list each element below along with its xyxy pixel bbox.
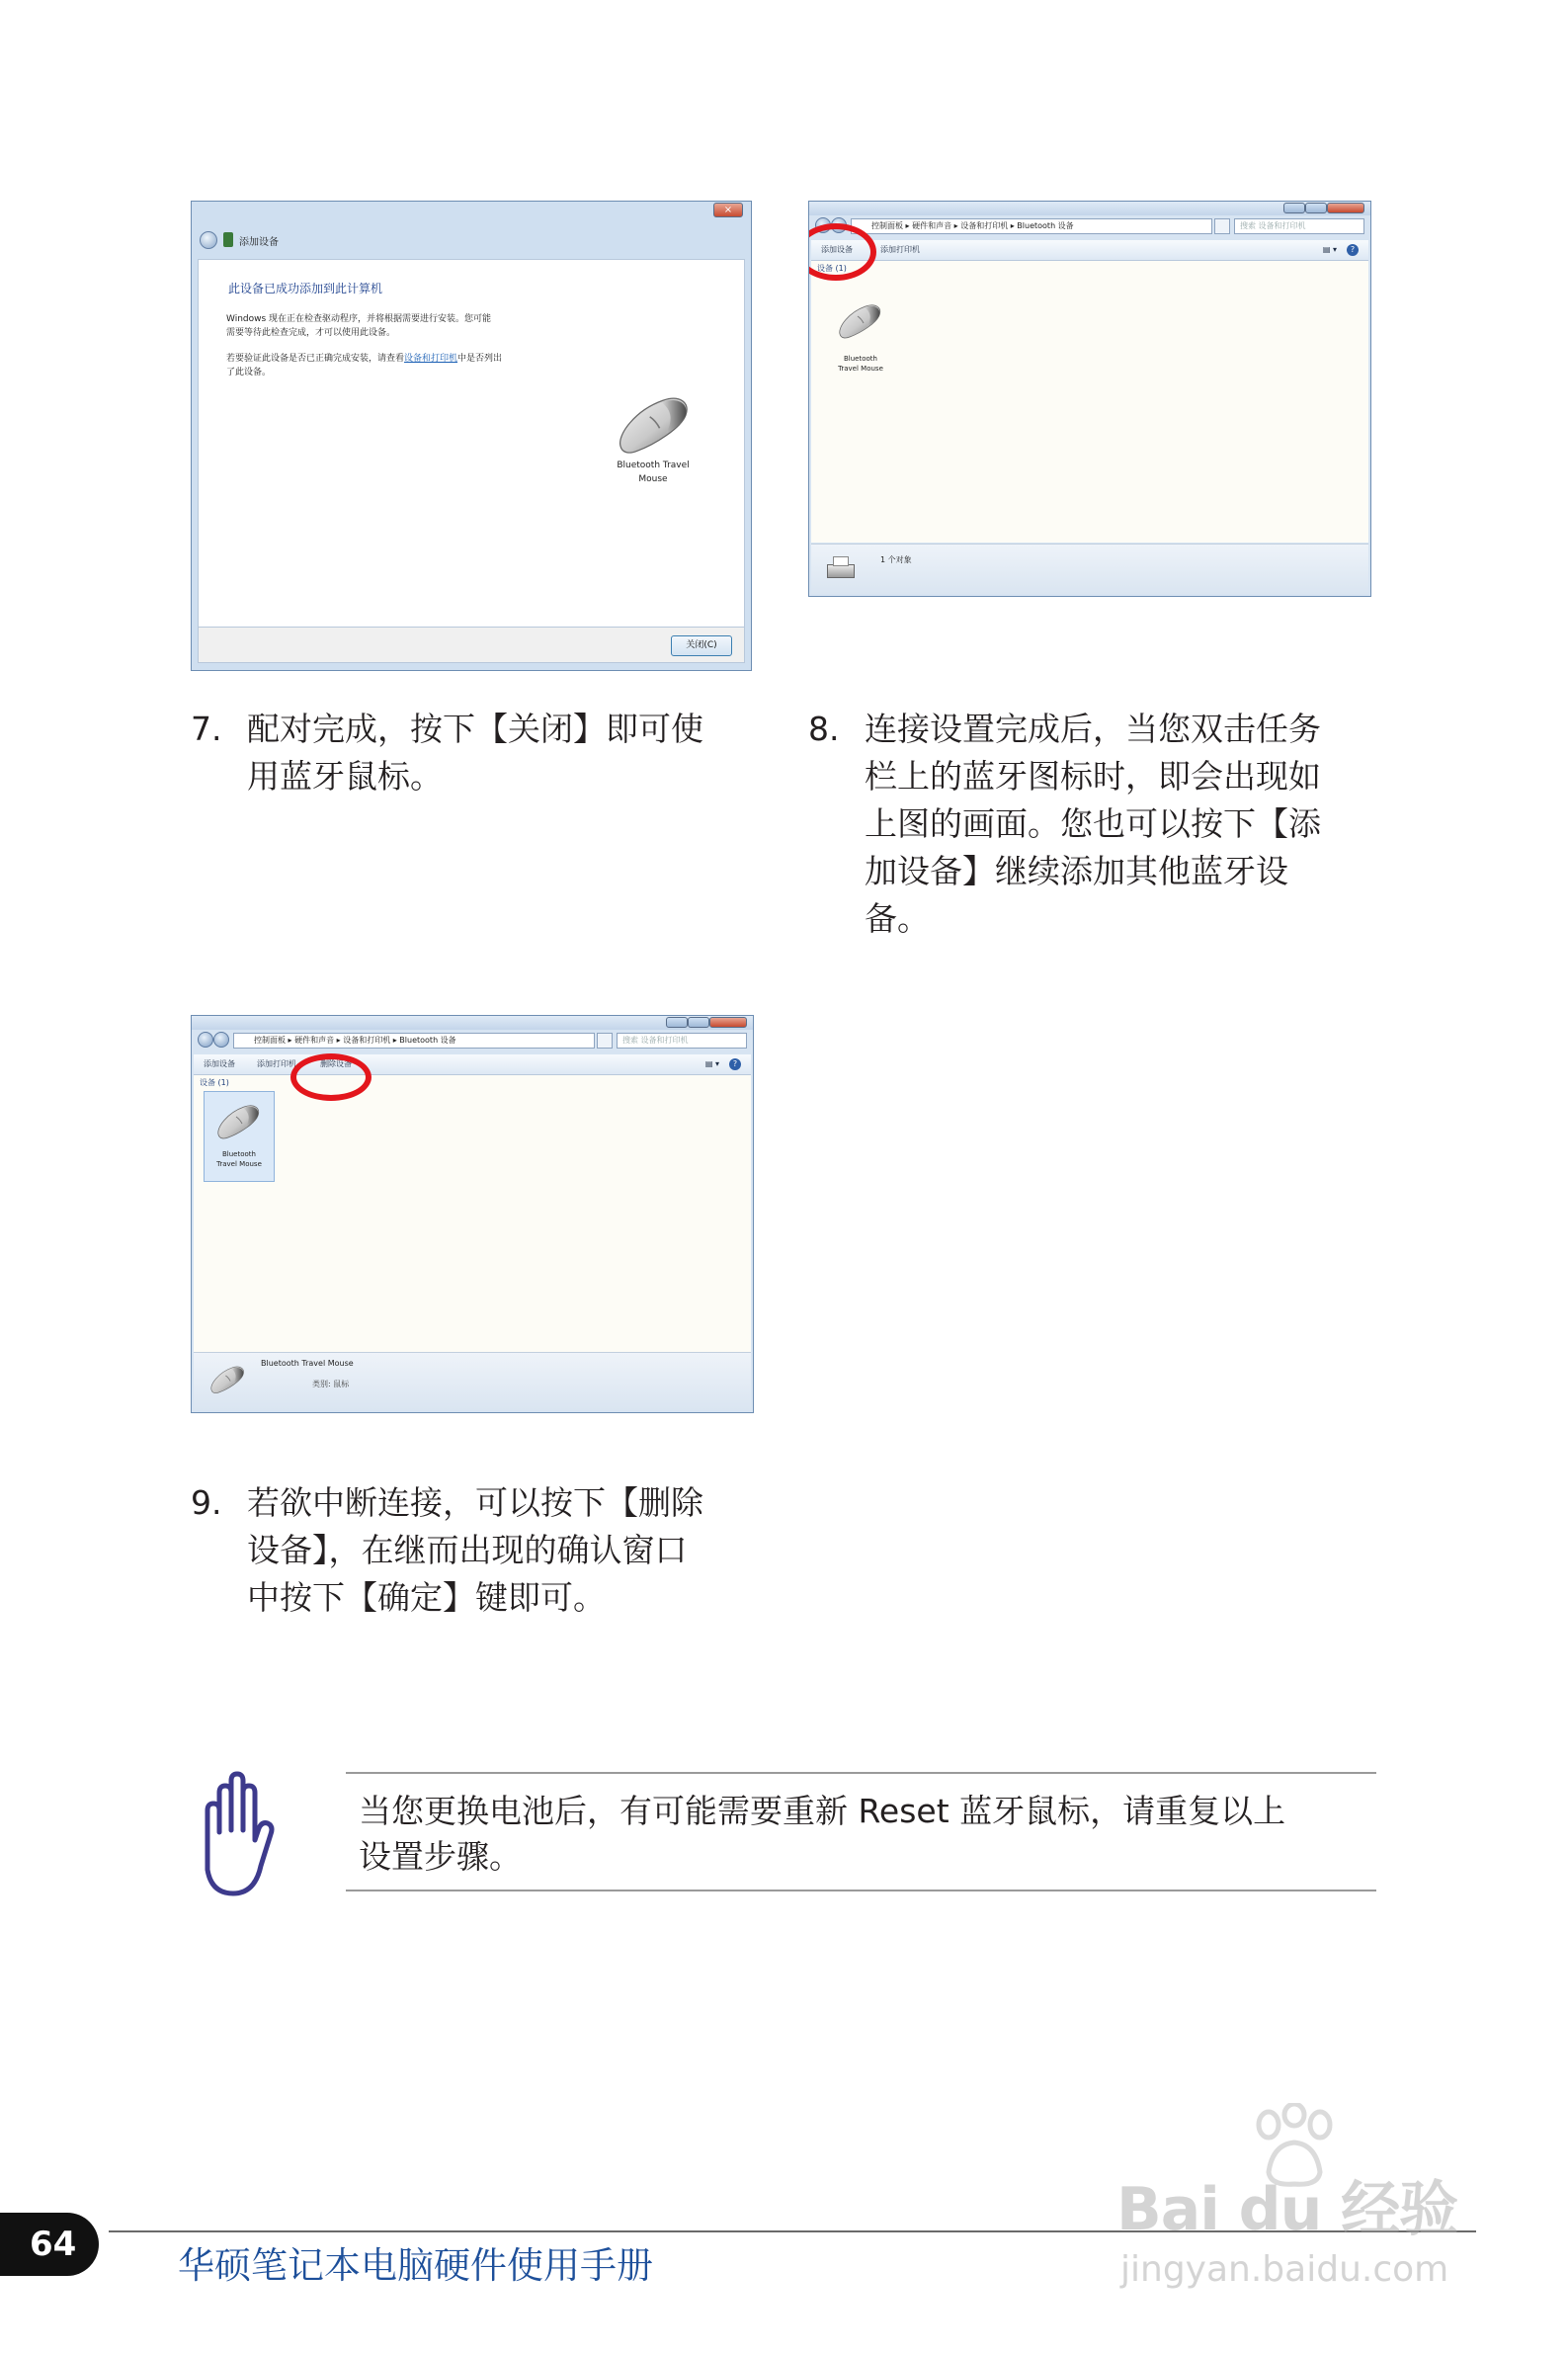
view-options-icon[interactable]: ▤ ▾ [1322, 245, 1337, 254]
manual-title: 华硕笔记本电脑硬件使用手册 [178, 2244, 653, 2287]
add-printer-button[interactable]: 添加打印机 [257, 1059, 296, 1068]
verify-text-post: 中是否列出 [457, 354, 503, 364]
dialog-footer [198, 628, 745, 663]
devices-printers-link[interactable]: 设备和打印机 [404, 354, 458, 364]
details-pane [194, 1352, 751, 1410]
dialog-title: 添加设备 [239, 237, 279, 248]
verify-text [226, 351, 502, 364]
step-number: 8. [808, 710, 840, 748]
refresh-icon[interactable] [597, 1033, 613, 1049]
step-text-line: 若欲中断连接，可以按下【删除 [247, 1483, 703, 1522]
device-name-line1: Bluetooth [222, 1150, 256, 1158]
watermark-url: jingyan.baidu.com [1120, 2249, 1449, 2290]
step-text-line: 上图的画面。您也可以按下【添 [865, 804, 1321, 843]
step-7 [191, 706, 764, 804]
device-name-line1: Bluetooth Travel [617, 461, 690, 470]
add-device-button[interactable]: 添加设备 [821, 245, 853, 254]
back-icon[interactable] [200, 231, 217, 249]
devices-pane [811, 261, 1368, 543]
verify-text-2: 了此设备。 [226, 368, 272, 378]
driver-check-text: Windows 现在正在检查驱动程序，并将根据需要进行安装。您可能 [226, 314, 492, 324]
add-device-button[interactable]: 添加设备 [204, 1059, 235, 1068]
devices-pane [194, 1075, 751, 1352]
close-icon[interactable] [709, 1017, 747, 1028]
highlight-remove-device-ring [290, 1053, 371, 1101]
close-icon[interactable] [1327, 203, 1364, 213]
step-text-line: 设备】，在继而出现的确认窗口 [247, 1531, 688, 1569]
command-bar [811, 240, 1368, 261]
selected-device-name: Bluetooth Travel Mouse [261, 1359, 354, 1368]
mouse-icon [612, 392, 695, 458]
minimize-icon[interactable] [666, 1017, 688, 1028]
step-text-line: 备。 [865, 899, 930, 938]
bluetooth-devices-window [808, 201, 1371, 597]
address-bar-row [813, 215, 1366, 237]
step-number: 9. [191, 1483, 222, 1522]
watermark-brand: Bai du 经验 [1116, 2175, 1458, 2244]
details-pane [811, 544, 1368, 594]
maximize-icon[interactable] [688, 1017, 709, 1028]
address-field[interactable]: 控制面板 ▸ 硬件和声音 ▸ 设备和打印机 ▸ Bluetooth 设备 [851, 218, 1212, 234]
note-bottom-rule [346, 1890, 1376, 1891]
maximize-icon[interactable] [1305, 203, 1327, 213]
remove-device-button[interactable]: 删除设备 [320, 1059, 352, 1068]
selected-device-category: 类别: 鼠标 [312, 1380, 350, 1388]
device-name-line2: Travel Mouse [216, 1160, 262, 1168]
device-name-line2: Mouse [638, 474, 668, 484]
verify-text-pre: 若要验证此设备是否已正确完成安装，请查看 [226, 354, 405, 364]
address-field[interactable]: 控制面板 ▸ 硬件和声音 ▸ 设备和打印机 ▸ Bluetooth 设备 [233, 1033, 595, 1049]
page-number-badge: 64 [0, 2213, 99, 2276]
hand-caution-icon [188, 1771, 283, 1899]
mouse-icon [207, 1363, 247, 1396]
step-text-line: 用蓝牙鼠标。 [247, 757, 443, 796]
note-text-line: 设置步骤。 [359, 1837, 522, 1876]
bluetooth-devices-window-selected [191, 1015, 754, 1413]
view-options-icon[interactable]: ▤ ▾ [704, 1059, 719, 1068]
mouse-icon[interactable] [835, 300, 884, 342]
group-header: 设备 (1) [817, 264, 847, 273]
note-text-line: 当您更换电池后，有可能需要重新 Reset 蓝牙鼠标，请重复以上 [359, 1792, 1286, 1830]
step-8 [808, 706, 1381, 943]
object-count: 1 个对象 [880, 555, 912, 564]
bluetooth-wizard-icon [223, 232, 233, 247]
back-icon[interactable] [198, 1032, 213, 1048]
add-printer-button[interactable]: 添加打印机 [880, 245, 920, 254]
group-header: 设备 (1) [200, 1078, 229, 1087]
help-icon[interactable]: ? [1347, 244, 1359, 256]
help-icon[interactable]: ? [729, 1058, 741, 1070]
forward-icon[interactable] [213, 1032, 229, 1048]
command-bar [194, 1054, 751, 1075]
step-text-line: 中按下【确定】键即可。 [247, 1578, 606, 1617]
add-device-dialog [191, 201, 752, 671]
dialog-body [198, 259, 745, 628]
refresh-icon[interactable] [1214, 218, 1230, 234]
printer-device-icon [825, 556, 857, 582]
mouse-icon [213, 1101, 263, 1142]
search-input[interactable]: 搜索 设备和打印机 [617, 1033, 747, 1049]
close-icon[interactable]: × [713, 203, 743, 217]
address-bar-row [196, 1030, 749, 1051]
driver-check-text-2: 需要等待此检查完成，才可以使用此设备。 [226, 328, 396, 338]
minimize-icon[interactable] [1283, 203, 1305, 213]
success-heading: 此设备已成功添加到此计算机 [228, 282, 383, 295]
step-9 [191, 1479, 764, 1628]
step-text-line: 配对完成，按下【关闭】即可使 [247, 710, 703, 748]
device-name-line2: Travel Mouse [838, 365, 883, 373]
step-text-line: 加设备】继续添加其他蓝牙设 [865, 852, 1288, 890]
step-number: 7. [191, 710, 222, 748]
note-top-rule [346, 1772, 1376, 1774]
search-input[interactable]: 搜索 设备和打印机 [1234, 218, 1364, 234]
step-text-line: 栏上的蓝牙图标时，即会出现如 [865, 757, 1321, 796]
device-name-line1: Bluetooth [844, 355, 877, 363]
step-text-line: 连接设置完成后，当您双击任务 [865, 710, 1321, 748]
close-button[interactable]: 关闭(C) [671, 635, 732, 656]
